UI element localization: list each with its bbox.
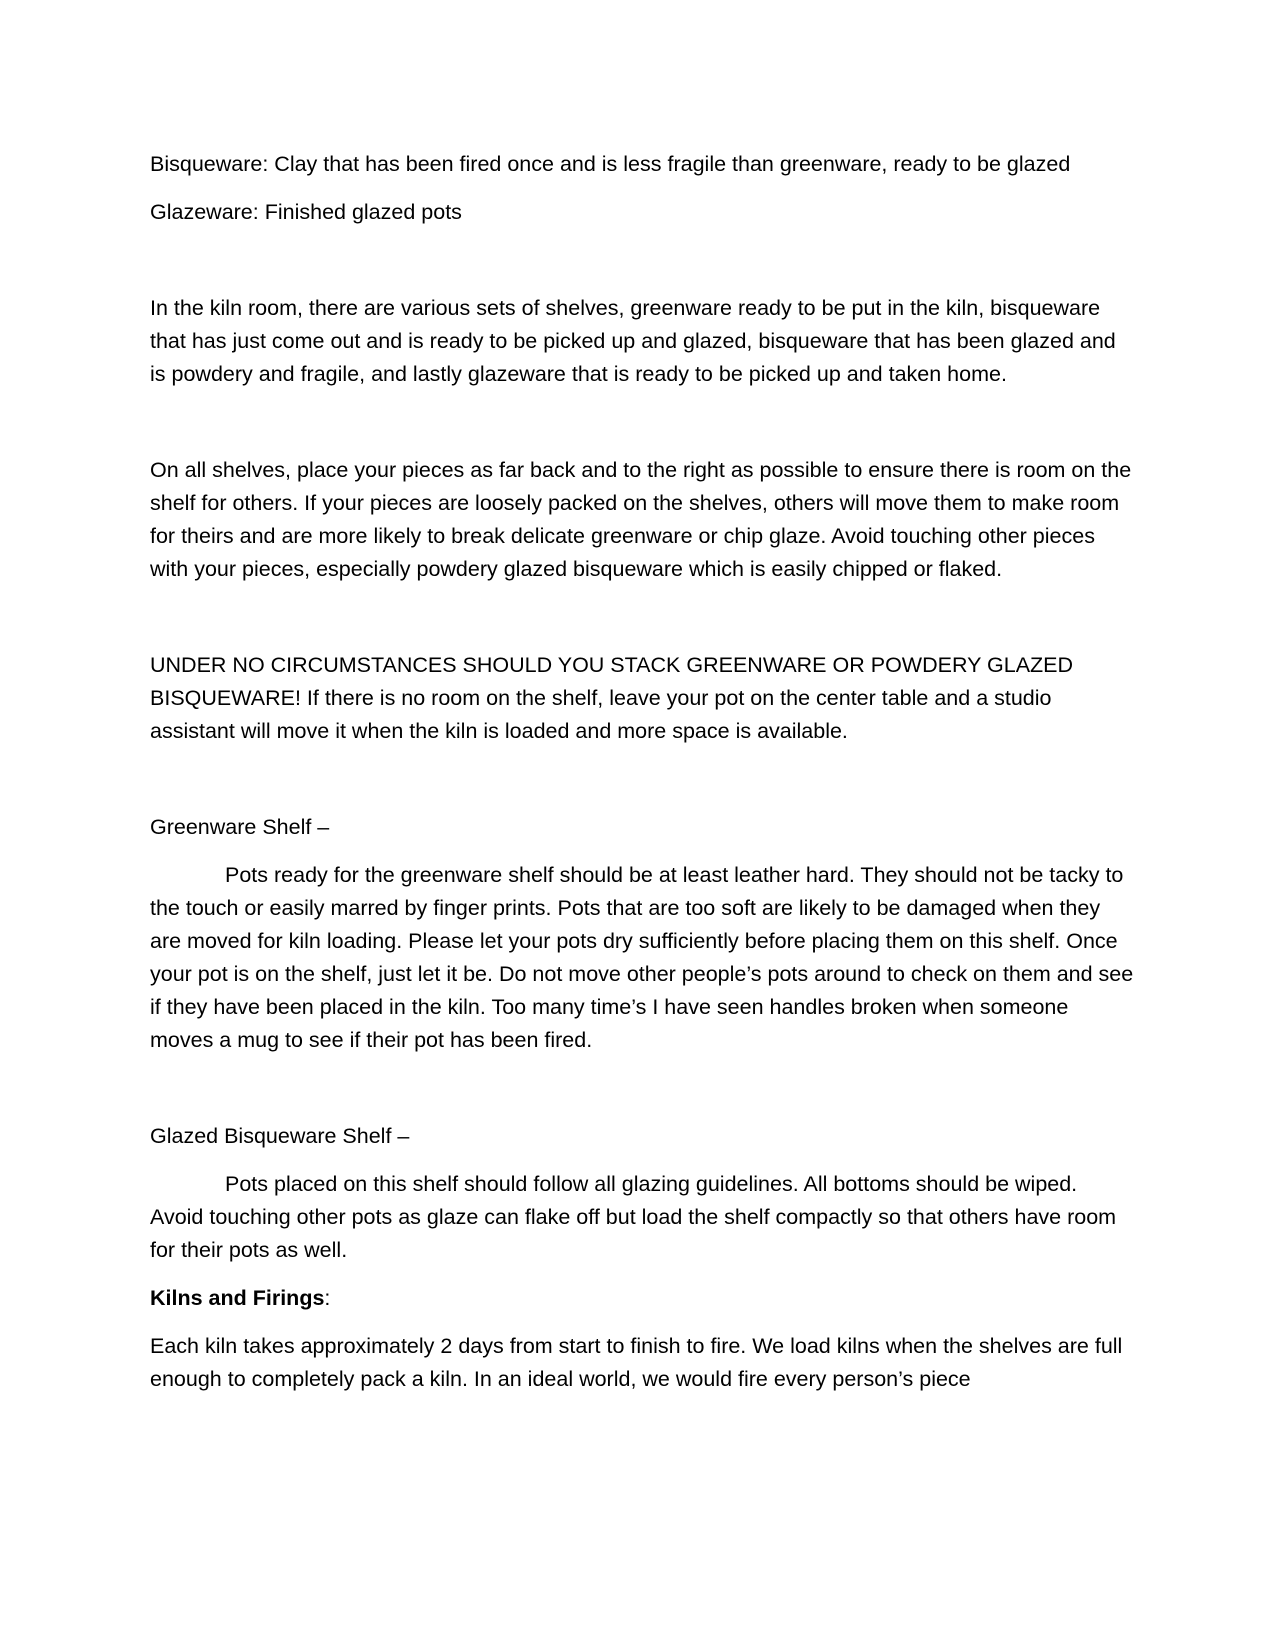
warning-paragraph: UNDER NO CIRCUMSTANCES SHOULD YOU STACK GREENWARE OR POWDERY GLAZED BISQUEWARE! If there is no room on the shelf, leave your pot on the center table and a studio assistant will move it when the kiln is loaded and more space is available. (150, 653, 1074, 743)
definition-bisqueware: Bisqueware: Clay that has been fired once and is less fragile than greenware, ready to be glazed (150, 152, 1071, 176)
kilns-and-firings-heading-text: Kilns and Firings (150, 1286, 325, 1310)
document-body (150, 148, 1135, 1396)
definition-glazeware: Glazeware: Finished glazed pots (150, 200, 462, 224)
greenware-shelf-body: Pots ready for the greenware shelf should be at least leather hard. They should not be tacky to the touch or easily marred by finger prints. Pots that are too soft are likely to be damaged when they are moved for kiln loading. Please let your pots dry sufficiently before placing them on this shelf. Once your pot is on the shelf, just let it be. Do not move other people’s pots around to check on them and see if they have been placed in the kiln. Too many time’s I have seen handles broken when someone moves a mug to see if their pot has been fired. (150, 863, 1134, 1052)
kilns-and-firings-heading (150, 1282, 1135, 1315)
glazed-bisqueware-shelf-heading: Glazed Bisqueware Shelf – (150, 1124, 410, 1148)
kilns-and-firings-heading-colon: : (324, 1286, 331, 1310)
glazed-bisqueware-shelf-body: Pots placed on this shelf should follow all glazing guidelines. All bottoms should be wiped. Avoid touching other pots as glaze can flake off but load the shelf compactly so that others have room for their pots as well. (150, 1172, 1117, 1262)
kiln-room-paragraph: In the kiln room, there are various sets of shelves, greenware ready to be put in the kiln, bisqueware that has just come out and is ready to be picked up and glazed, bisqueware that has been glazed and is powdery and fragile, and lastly glazeware that is ready to be picked up and taken home. (150, 296, 1116, 386)
greenware-shelf-heading: Greenware Shelf – (150, 815, 330, 839)
kilns-and-firings-body: Each kiln takes approximately 2 days from start to finish to fire. We load kilns when the shelves are full enough to completely pack a kiln. In an ideal world, we would fire every person’s piece (150, 1334, 1123, 1391)
shelves-paragraph: On all shelves, place your pieces as far back and to the right as possible to ensure there is room on the shelf for others. If your pieces are loosely packed on the shelves, others will move them to make room for theirs and are more likely to break delicate greenware or chip glaze. Avoid touching other pieces with your pieces, especially powdery glazed bisqueware which is easily chipped or flaked. (150, 458, 1132, 581)
